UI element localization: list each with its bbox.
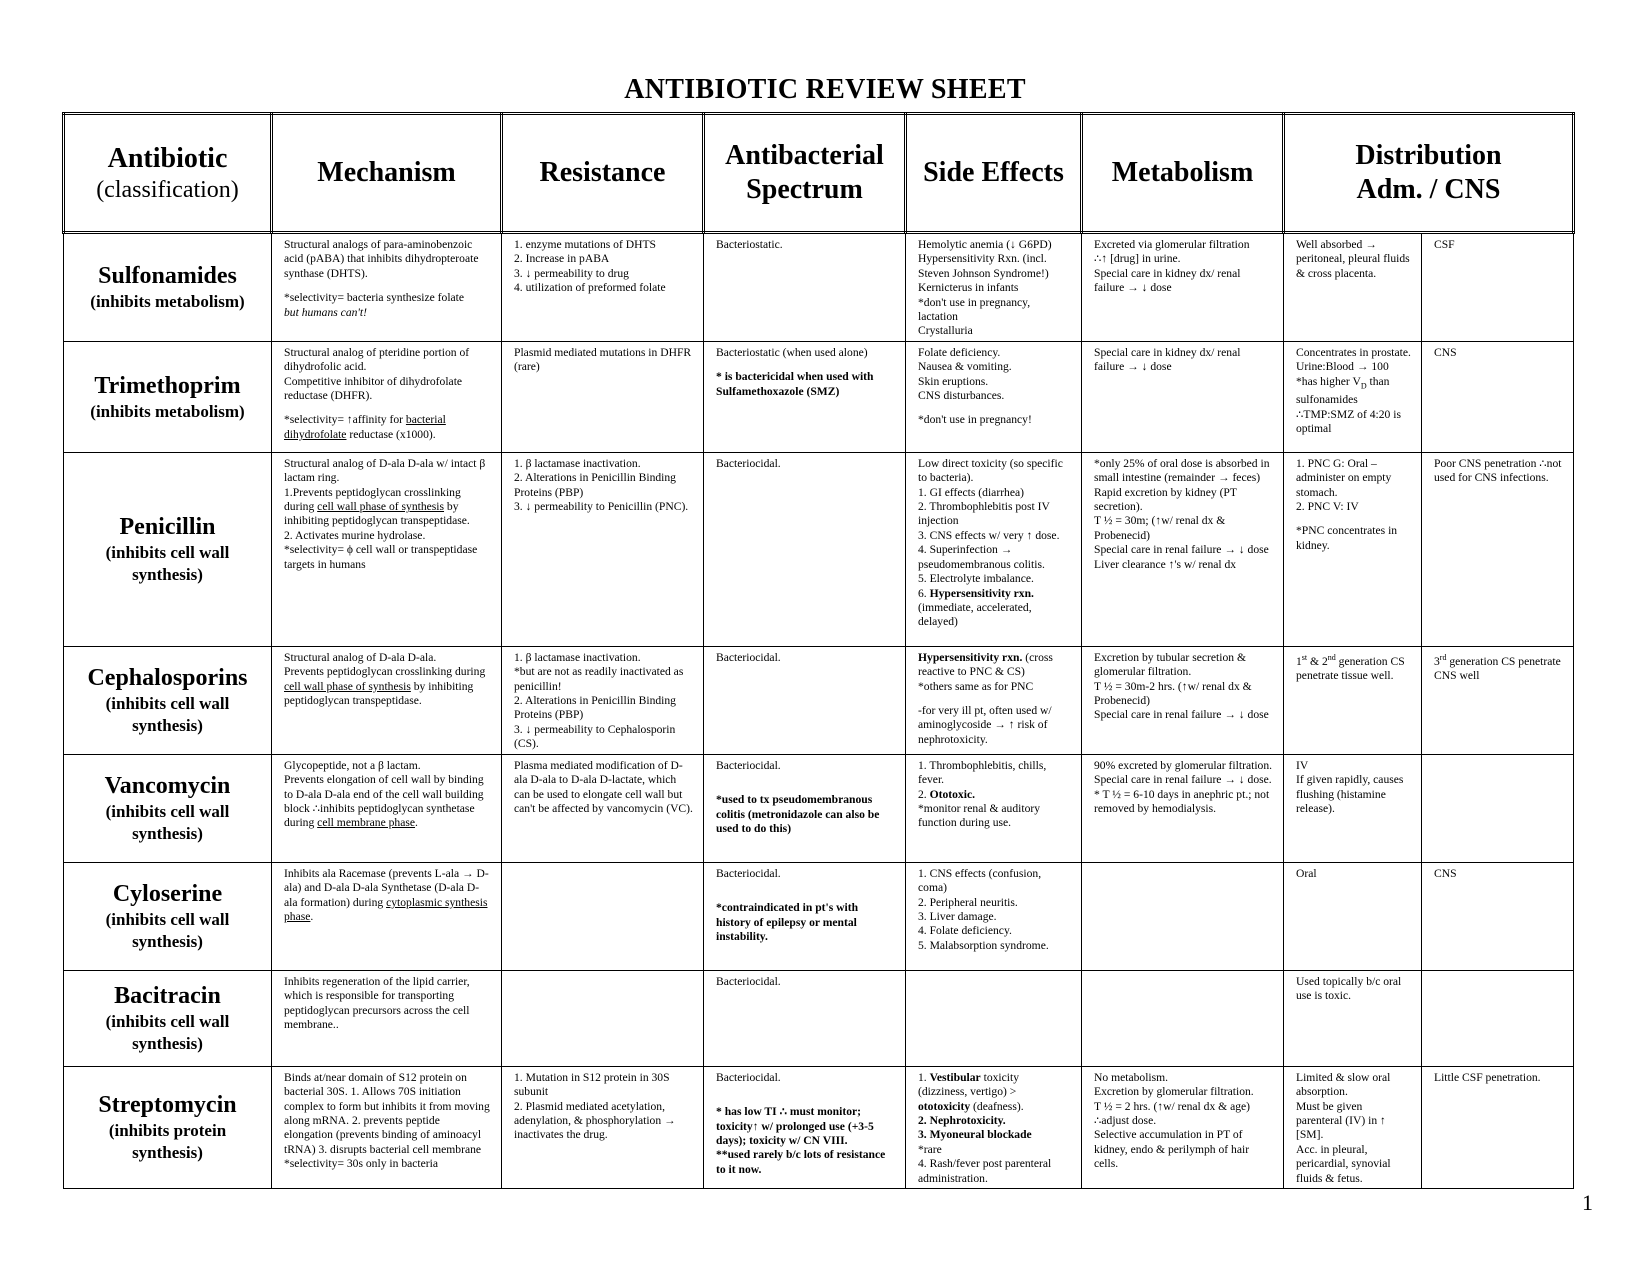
resistance-cell [502, 862, 704, 970]
side-effects-cell: Folate deficiency. Nausea & vomiting. Skin eruptions. CNS disturbances. *don't use in pregnancy! [906, 341, 1082, 452]
cns-cell: Little CSF penetration. [1422, 1066, 1574, 1188]
resistance-cell: Plasma mediated modification of D-ala D-ala to D-ala D-lactate, which can be used to elongate cell wall but can't be affected by vancomycin (VC). [502, 754, 704, 862]
side-effects-cell: 1. CNS effects (confusion, coma) 2. Peripheral neuritis. 3. Liver damage. 4. Folate deficiency. 5. Malabsorption syndrome. [906, 862, 1082, 970]
antibiotic-name-cell: Sulfonamides (inhibits metabolism) [64, 233, 272, 342]
side-effects-cell: 1. Vestibular toxicity (dizziness, vertigo) > ototoxicity (deafness). 2. Nephrotoxicity. 3. Myoneural blockade *rare 4. Rash/fever post parenteral administration. [906, 1066, 1082, 1188]
row-vancomycin [64, 754, 1574, 862]
cns-cell: Poor CNS penetration ∴not used for CNS infections. [1422, 452, 1574, 646]
spectrum-cell: Bacteriostatic (when used alone) * is bactericidal when used with Sulfamethoxazole (SMZ) [704, 341, 906, 452]
administration-cell: Well absorbed → peritoneal, pleural fluids & cross placenta. [1284, 233, 1422, 342]
side-effects-cell: 1. Thrombophlebitis, chills, fever. 2. Ototoxic. *monitor renal & auditory function during use. [906, 754, 1082, 862]
row-streptomycin [64, 1066, 1574, 1188]
cns-cell [1422, 754, 1574, 862]
metabolism-cell: Excreted via glomerular filtration ∴↑ [drug] in urine. Special care in kidney dx/ renal failure → ↓ dose [1082, 233, 1284, 342]
metabolism-cell [1082, 862, 1284, 970]
cns-cell: 3rd generation CS penetrate CNS well [1422, 646, 1574, 754]
page-title: ANTIBIOTIC REVIEW SHEET [624, 74, 1026, 105]
row-trimethoprim [64, 341, 1574, 452]
metabolism-cell [1082, 970, 1284, 1066]
side-effects-cell: Hemolytic anemia (↓ G6PD) Hypersensitivity Rxn. (incl. Steven Johnson Syndrome!) Kernicterus in infants *don't use in pregnancy, lactation Crystalluria [906, 233, 1082, 342]
row-cephalosporins [64, 646, 1574, 754]
header-mechanism: Mechanism [272, 114, 502, 233]
header-side-effects: Side Effects [906, 114, 1082, 233]
cns-cell: CNS [1422, 862, 1574, 970]
spectrum-cell: Bacteriocidal. *used to tx pseudomembranous colitis (metronidazole can also be used to do this) [704, 754, 906, 862]
metabolism-cell: Special care in kidney dx/ renal failure → ↓ dose [1082, 341, 1284, 452]
antibiotic-name-cell: Trimethoprim (inhibits metabolism) [64, 341, 272, 452]
resistance-cell: 1. β lactamase inactivation. *but are not as readily inactivated as penicillin! 2. Alterations in Penicillin Binding Proteins (PBP) 3. ↓ permeability to Cephalosporin (CS). [502, 646, 704, 754]
administration-cell: 1. PNC G: Oral – administer on empty stomach. 2. PNC V: IV *PNC concentrates in kidney. [1284, 452, 1422, 646]
side-effects-cell: Low direct toxicity (so specific to bacteria). 1. GI effects (diarrhea) 2. Thrombophlebitis post IV injection 3. CNS effects w/ very ↑ dose. 4. Superinfection → pseudomembranous colitis. 5. Electrolyte imbalance. 6. Hypersensitivity rxn. (immediate, accelerated, delayed) [906, 452, 1082, 646]
mechanism-cell: Binds at/near domain of S12 protein on bacterial 30S. 1. Allows 70S initiation complex to form but inhibits it from moving along mRNA. 2. prevents peptide elongation (prevents binding of aminoacyl tRNA) 3. disrupts bacterial cell membrane *selectivity= 30s only in bacteria [272, 1066, 502, 1188]
side-effects-cell: Hypersensitivity rxn. (cross reactive to PNC & CS) *others same as for PNC -for very ill pt, often used w/ aminoglycoside → ↑ risk of nephrotoxicity. [906, 646, 1082, 754]
row-bacitracin [64, 970, 1574, 1066]
metabolism-cell: No metabolism. Excretion by glomerular filtration. T ½ = 2 hrs. (↑w/ renal dx & age) ∴adjust dose. Selective accumulation in PT of kidney, endo & perilymph of hair cells. [1082, 1066, 1284, 1188]
administration-cell: 1st & 2nd generation CS penetrate tissue well. [1284, 646, 1422, 754]
administration-cell: Oral [1284, 862, 1422, 970]
header-spectrum: Antibacterial Spectrum [704, 114, 906, 233]
spectrum-cell: Bacteriocidal. *contraindicated in pt's with history of epilepsy or mental instability. [704, 862, 906, 970]
administration-cell: Used topically b/c oral use is toxic. [1284, 970, 1422, 1066]
antibiotic-name-cell: Penicillin (inhibits cell wall synthesis) [64, 452, 272, 646]
antibiotic-name-cell: Streptomycin (inhibits protein synthesis) [64, 1066, 272, 1188]
mechanism-cell: Inhibits ala Racemase (prevents L-ala → D-ala) and D-ala D-ala Synthetase (D-ala D-ala formation) during cytoplasmic synthesis phase. [272, 862, 502, 970]
administration-cell: IV If given rapidly, causes flushing (histamine release). [1284, 754, 1422, 862]
resistance-cell: Plasmid mediated mutations in DHFR (rare) [502, 341, 704, 452]
metabolism-cell: 90% excreted by glomerular filtration. Special care in renal failure → ↓ dose. * T ½ = 6-10 days in anephric pt.; not removed by hemodialysis. [1082, 754, 1284, 862]
mechanism-cell: Structural analog of D-ala D-ala w/ intact β lactam ring. 1.Prevents peptidoglycan crosslinking during cell wall phase of synthesis by inhibiting peptidoglycan transpeptidase. 2. Activates murine hydrolase. *selectivity= ϕ cell wall or transpeptidase targets in humans [272, 452, 502, 646]
resistance-cell: 1. β lactamase inactivation. 2. Alterations in Penicillin Binding Proteins (PBP) 3. ↓ permeability to Penicillin (PNC). [502, 452, 704, 646]
row-sulfonamides [64, 233, 1574, 342]
administration-cell: Concentrates in prostate. Urine:Blood → 100 *has higher $V_D$ than sulfonamides ∴TMP:SMZ of 4:20 is optimal [1284, 341, 1422, 452]
administration-cell: Limited & slow oral absorption. Must be given parenteral (IV) in ↑ [SM]. Acc. in pleural, pericardial, synovial fluids & fetus. [1284, 1066, 1422, 1188]
page-number: 1 [1582, 1190, 1593, 1215]
metabolism-cell: *only 25% of oral dose is absorbed in small intestine (remainder → feces) Rapid excretion by kidney (PT secretion). T ½ = 30m; (↑w/ renal dx & Probenecid) Special care in renal failure → ↓ dose Liver clearance ↑'s w/ renal dx [1082, 452, 1284, 646]
mechanism-cell: Structural analog of pteridine portion of dihydrofolic acid. Competitive inhibitor of dihydrofolate reductase (DHFR). *selectivity= ↑affinity for bacterial dihydrofolate reductase (x1000). [272, 341, 502, 452]
antibiotic-name-cell: Cephalosporins (inhibits cell wall synthesis) [64, 646, 272, 754]
resistance-cell: 1. enzyme mutations of DHTS 2. Increase in pABA 3. ↓ permeability to drug 4. utilization of preformed folate [502, 233, 704, 342]
cns-cell: CNS [1422, 341, 1574, 452]
header-row [64, 114, 1574, 233]
mechanism-cell: Glycopeptide, not a β lactam. Prevents elongation of cell wall by binding to D-ala D-ala end of the cell wall building block ∴inhibits peptidoglycan synthetase during cell membrane phase. [272, 754, 502, 862]
mechanism-cell: Inhibits regeneration of the lipid carrier, which is responsible for transporting peptidoglycan precursors across the cell membrane.. [272, 970, 502, 1066]
side-effects-cell [906, 970, 1082, 1066]
spectrum-cell: Bacteriostatic. [704, 233, 906, 342]
antibiotic-name-cell: Vancomycin (inhibits cell wall synthesis) [64, 754, 272, 862]
mechanism-cell: Structural analog of D-ala D-ala. Prevents peptidoglycan crosslinking during cell wall phase of synthesis by inhibiting peptidoglycan transpeptidase. [272, 646, 502, 754]
row-cyloserine [64, 862, 1574, 970]
header-resistance: Resistance [502, 114, 704, 233]
header-distribution: Distribution Adm. / CNS [1284, 114, 1574, 233]
cns-cell [1422, 970, 1574, 1066]
antibiotic-name-cell: Cyloserine (inhibits cell wall synthesis) [64, 862, 272, 970]
antibiotic-name-cell: Bacitracin (inhibits cell wall synthesis) [64, 970, 272, 1066]
antibiotic-table [62, 112, 1575, 1189]
spectrum-cell: Bacteriocidal. * has low TI ∴ must monitor; toxicity↑ w/ prolonged use (+3-5 days); toxicity w/ CN VIII. **used rarely b/c lots of resistance to it now. [704, 1066, 906, 1188]
spectrum-cell: Bacteriocidal. [704, 452, 906, 646]
metabolism-cell: Excretion by tubular secretion & glomerular filtration. T ½ = 30m-2 hrs. (↑w/ renal dx & Probenecid) Special care in renal failure → ↓ dose [1082, 646, 1284, 754]
header-antibiotic: Antibiotic (classification) [64, 114, 272, 233]
spectrum-cell: Bacteriocidal. [704, 970, 906, 1066]
mechanism-cell: Structural analogs of para-aminobenzoic acid (pABA) that inhibits dihydropteroate synthase (DHTS). *selectivity= bacteria synthesize folate but humans can't! [272, 233, 502, 342]
cns-cell: CSF [1422, 233, 1574, 342]
header-metabolism: Metabolism [1082, 114, 1284, 233]
spectrum-cell: Bacteriocidal. [704, 646, 906, 754]
row-penicillin [64, 452, 1574, 646]
resistance-cell: 1. Mutation in S12 protein in 30S subunit 2. Plasmid mediated acetylation, adenylation, & phosphorylation → inactivates the drug. [502, 1066, 704, 1188]
resistance-cell [502, 970, 704, 1066]
